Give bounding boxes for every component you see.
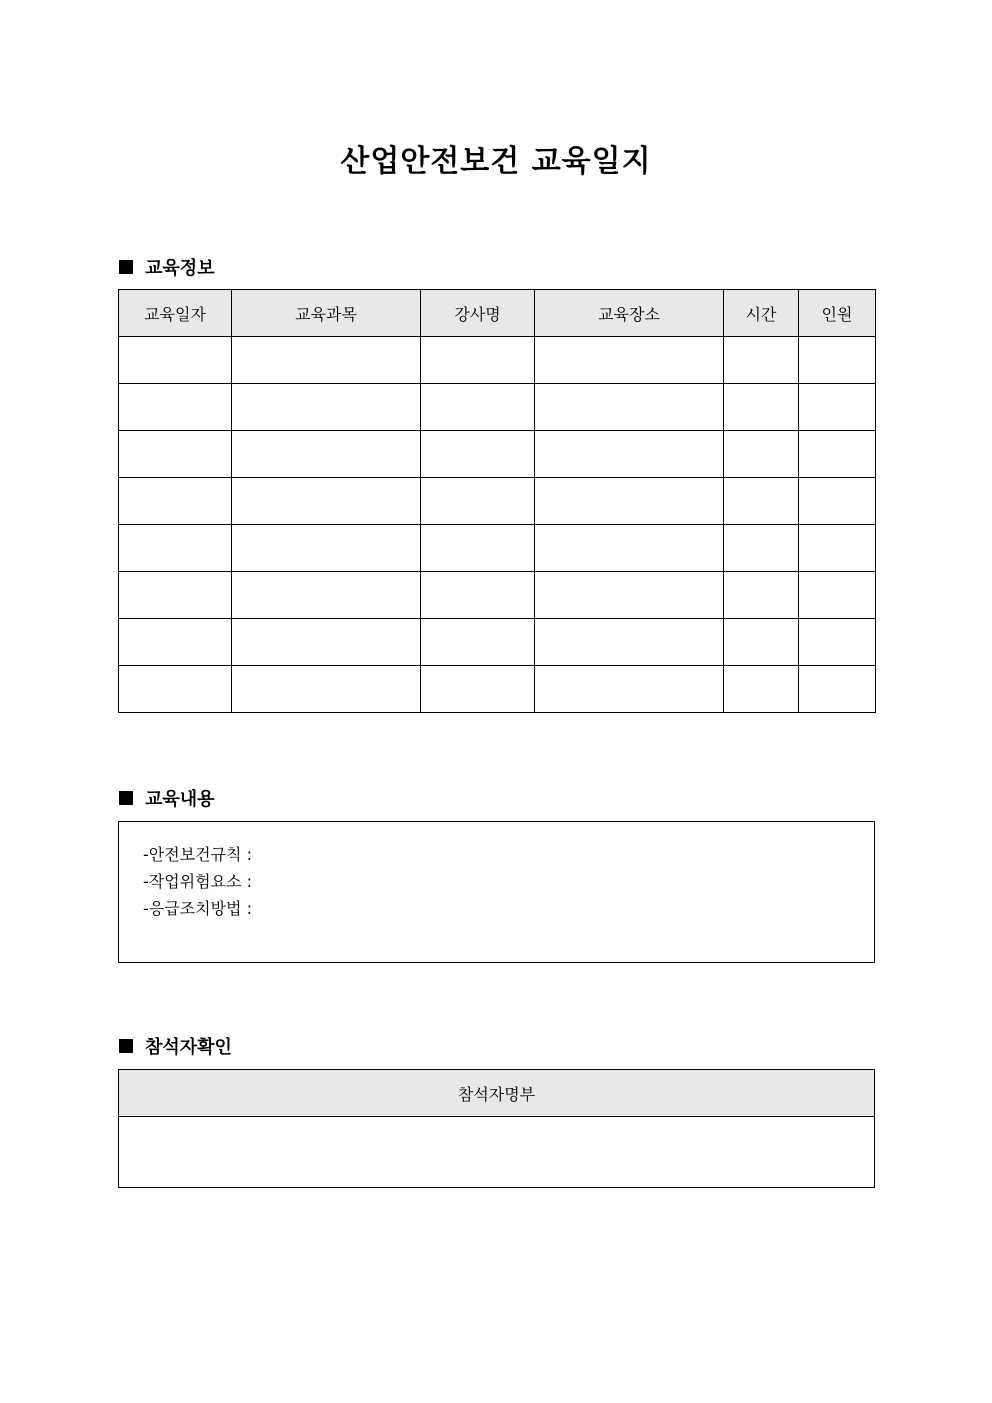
date-cell[interactable] bbox=[119, 572, 232, 619]
hours-cell[interactable] bbox=[724, 525, 799, 572]
subject-cell[interactable] bbox=[232, 431, 421, 478]
header-attendee-list: 참석자명부 bbox=[119, 1070, 875, 1117]
subject-cell[interactable] bbox=[232, 525, 421, 572]
table-row bbox=[119, 525, 876, 572]
table-row bbox=[119, 1117, 875, 1188]
count-cell[interactable] bbox=[799, 619, 876, 666]
section-heading-content-label: 교육내용 bbox=[145, 789, 215, 810]
date-cell[interactable] bbox=[119, 337, 232, 384]
header-instructor: 강사명 bbox=[421, 290, 535, 337]
table-header-row bbox=[119, 290, 876, 337]
hours-cell[interactable] bbox=[724, 666, 799, 713]
location-cell[interactable] bbox=[535, 337, 724, 384]
section-heading-info bbox=[119, 254, 215, 280]
subject-cell[interactable] bbox=[232, 384, 421, 431]
instructor-cell[interactable] bbox=[421, 431, 535, 478]
location-cell[interactable] bbox=[535, 525, 724, 572]
location-cell[interactable] bbox=[535, 619, 724, 666]
count-cell[interactable] bbox=[799, 666, 876, 713]
content-line-first-aid: -응급조치방법 : bbox=[143, 899, 252, 918]
hours-cell[interactable] bbox=[724, 337, 799, 384]
square-bullet-icon bbox=[119, 260, 133, 274]
table-row bbox=[119, 478, 876, 525]
count-cell[interactable] bbox=[799, 431, 876, 478]
attendance-table bbox=[118, 1069, 875, 1188]
header-subject: 교육과목 bbox=[232, 290, 421, 337]
education-info-table bbox=[118, 289, 876, 713]
square-bullet-icon bbox=[119, 1039, 133, 1053]
hours-cell[interactable] bbox=[724, 572, 799, 619]
subject-cell[interactable] bbox=[232, 619, 421, 666]
subject-cell[interactable] bbox=[232, 666, 421, 713]
date-cell[interactable] bbox=[119, 384, 232, 431]
instructor-cell[interactable] bbox=[421, 337, 535, 384]
instructor-cell[interactable] bbox=[421, 525, 535, 572]
location-cell[interactable] bbox=[535, 384, 724, 431]
instructor-cell[interactable] bbox=[421, 478, 535, 525]
instructor-cell[interactable] bbox=[421, 666, 535, 713]
table-row bbox=[119, 431, 876, 478]
table-row bbox=[119, 384, 876, 431]
date-cell[interactable] bbox=[119, 666, 232, 713]
header-location: 교육장소 bbox=[535, 290, 724, 337]
subject-cell[interactable] bbox=[232, 337, 421, 384]
hours-cell[interactable] bbox=[724, 478, 799, 525]
date-cell[interactable] bbox=[119, 431, 232, 478]
table-row bbox=[119, 337, 876, 384]
hours-cell[interactable] bbox=[724, 431, 799, 478]
square-bullet-icon bbox=[119, 791, 133, 805]
content-line-safety-rules: -안전보건규칙 : bbox=[143, 845, 252, 864]
count-cell[interactable] bbox=[799, 525, 876, 572]
table-row bbox=[119, 619, 876, 666]
section-heading-info-label: 교육정보 bbox=[145, 258, 215, 279]
location-cell[interactable] bbox=[535, 431, 724, 478]
instructor-cell[interactable] bbox=[421, 384, 535, 431]
section-heading-attendance-label: 참석자확인 bbox=[145, 1037, 232, 1058]
hours-cell[interactable] bbox=[724, 619, 799, 666]
header-date: 교육일자 bbox=[119, 290, 232, 337]
subject-cell[interactable] bbox=[232, 572, 421, 619]
hours-cell[interactable] bbox=[724, 384, 799, 431]
header-count: 인원 bbox=[799, 290, 876, 337]
header-hours: 시간 bbox=[724, 290, 799, 337]
location-cell[interactable] bbox=[535, 572, 724, 619]
date-cell[interactable] bbox=[119, 525, 232, 572]
location-cell[interactable] bbox=[535, 478, 724, 525]
table-row bbox=[119, 572, 876, 619]
section-heading-attendance bbox=[119, 1033, 232, 1059]
table-header-row bbox=[119, 1070, 875, 1117]
section-heading-content bbox=[119, 785, 215, 811]
count-cell[interactable] bbox=[799, 478, 876, 525]
instructor-cell[interactable] bbox=[421, 572, 535, 619]
document-title: 산업안전보건 교육일지 bbox=[340, 144, 652, 179]
count-cell[interactable] bbox=[799, 384, 876, 431]
attendee-list-cell[interactable] bbox=[119, 1117, 875, 1188]
subject-cell[interactable] bbox=[232, 478, 421, 525]
date-cell[interactable] bbox=[119, 619, 232, 666]
content-line-work-hazards: -작업위험요소 : bbox=[143, 872, 252, 891]
count-cell[interactable] bbox=[799, 337, 876, 384]
table-row bbox=[119, 666, 876, 713]
count-cell[interactable] bbox=[799, 572, 876, 619]
instructor-cell[interactable] bbox=[421, 619, 535, 666]
education-content-box[interactable] bbox=[118, 821, 875, 963]
location-cell[interactable] bbox=[535, 666, 724, 713]
date-cell[interactable] bbox=[119, 478, 232, 525]
